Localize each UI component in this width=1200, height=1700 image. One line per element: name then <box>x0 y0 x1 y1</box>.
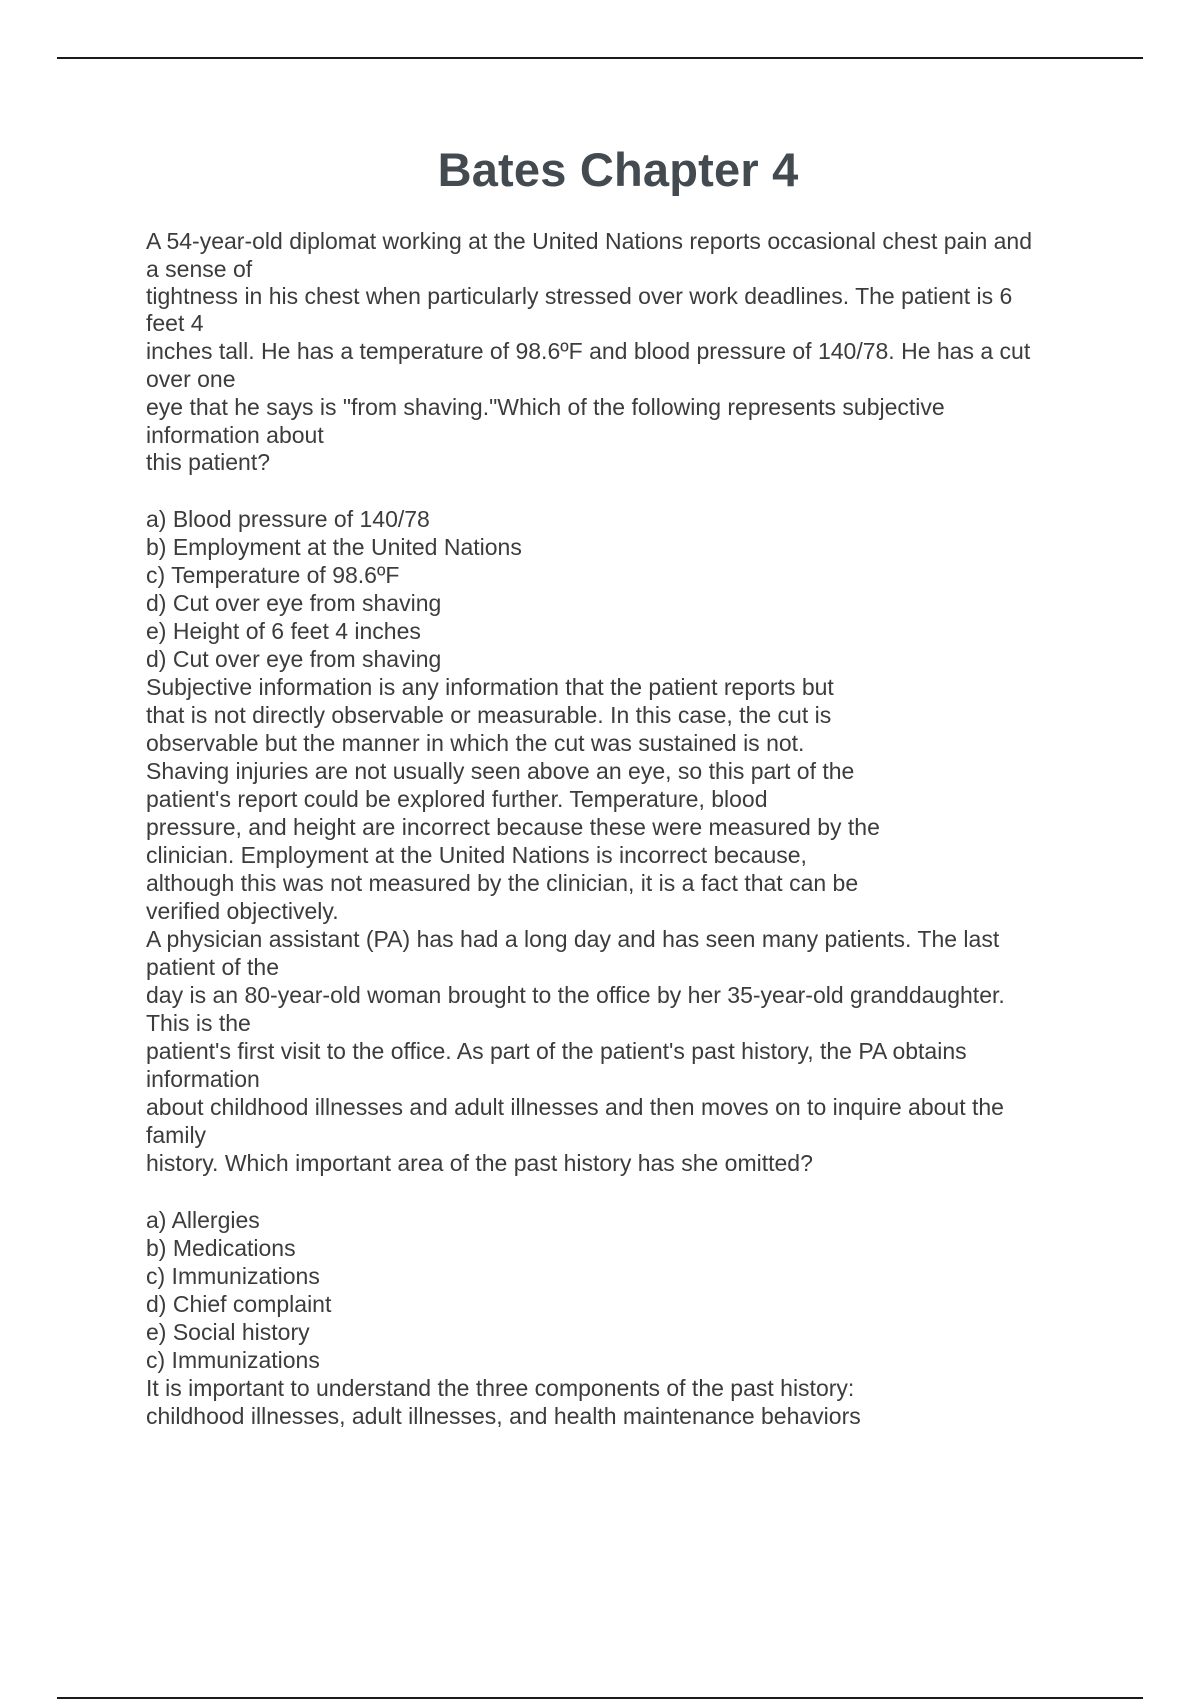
stem-line: tightness in his chest when particularly stressed over work deadlines. The patient is 6 <box>146 283 1013 309</box>
explanation-line: observable but the manner in which the cut was sustained is not. <box>146 730 805 756</box>
option-b: b) Medications <box>146 1235 296 1261</box>
option-e: e) Height of 6 feet 4 inches <box>146 618 421 644</box>
question-1-explanation <box>146 673 1086 925</box>
stem-line: about childhood illnesses and adult illnesses and then moves on to inquire about the <box>146 1094 1004 1120</box>
stem-line: A physician assistant (PA) has had a long day and has seen many patients. The last <box>146 926 1000 952</box>
stem-line: family <box>146 1122 207 1148</box>
explanation-line: although this was not measured by the clinician, it is a fact that can be <box>146 870 859 896</box>
top-rule <box>57 57 1143 59</box>
explanation-line: It is important to understand the three components of the past history: <box>146 1375 855 1401</box>
question-1-options <box>146 505 1086 645</box>
option-c: c) Immunizations <box>146 1263 320 1289</box>
stem-line: information about <box>146 422 324 448</box>
option-d: d) Cut over eye from shaving <box>146 590 442 616</box>
stem-line: a sense of <box>146 256 253 282</box>
spacer <box>146 1177 1086 1206</box>
explanation-line: that is not directly observable or measurable. In this case, the cut is <box>146 702 832 728</box>
option-a: a) Allergies <box>146 1207 260 1233</box>
option-d: d) Chief complaint <box>146 1291 332 1317</box>
stem-line: over one <box>146 366 236 392</box>
question-1-answer: d) Cut over eye from shaving <box>146 646 442 672</box>
question-1 <box>146 227 1086 925</box>
stem-line: eye that he says is "from shaving."Which of the following represents subjective <box>146 394 945 420</box>
question-2-stem <box>146 925 1086 1177</box>
stem-line: patient of the <box>146 954 279 980</box>
question-2-explanation <box>146 1374 1086 1430</box>
question-2-answer: c) Immunizations <box>146 1347 320 1373</box>
explanation-line: Shaving injuries are not usually seen above an eye, so this part of the <box>146 758 855 784</box>
stem-line: A 54-year-old diplomat working at the United Nations reports occasional chest pain and <box>146 228 1032 254</box>
bottom-rule <box>57 1697 1143 1699</box>
stem-line: inches tall. He has a temperature of 98.6ºF and blood pressure of 140/78. He has a cut <box>146 338 1031 364</box>
page-title: Bates Chapter 4 <box>437 143 799 196</box>
stem-line: feet 4 <box>146 310 204 336</box>
option-e: e) Social history <box>146 1319 310 1345</box>
stem-line: patient's first visit to the office. As part of the patient's past history, the PA obtains <box>146 1038 967 1064</box>
stem-line: information <box>146 1066 260 1092</box>
option-c: c) Temperature of 98.6ºF <box>146 562 400 588</box>
option-a: a) Blood pressure of 140/78 <box>146 506 430 532</box>
explanation-line: pressure, and height are incorrect because these were measured by the <box>146 814 880 840</box>
option-b: b) Employment at the United Nations <box>146 534 522 560</box>
spacer <box>146 476 1086 505</box>
document-body <box>146 227 1086 1430</box>
explanation-line: verified objectively. <box>146 898 339 924</box>
stem-line: history. Which important area of the past history has she omitted? <box>146 1150 813 1176</box>
stem-line: day is an 80-year-old woman brought to the office by her 35-year-old granddaughter. <box>146 982 1005 1008</box>
explanation-line: patient's report could be explored further. Temperature, blood <box>146 786 768 812</box>
stem-line: this patient? <box>146 449 271 475</box>
explanation-line: childhood illnesses, adult illnesses, and health maintenance behaviors <box>146 1403 861 1429</box>
question-1-stem <box>146 227 1086 476</box>
stem-line: This is the <box>146 1010 251 1036</box>
explanation-line: Subjective information is any information that the patient reports but <box>146 674 834 700</box>
explanation-line: clinician. Employment at the United Nations is incorrect because, <box>146 842 807 868</box>
question-2 <box>146 925 1086 1430</box>
question-2-options <box>146 1206 1086 1346</box>
